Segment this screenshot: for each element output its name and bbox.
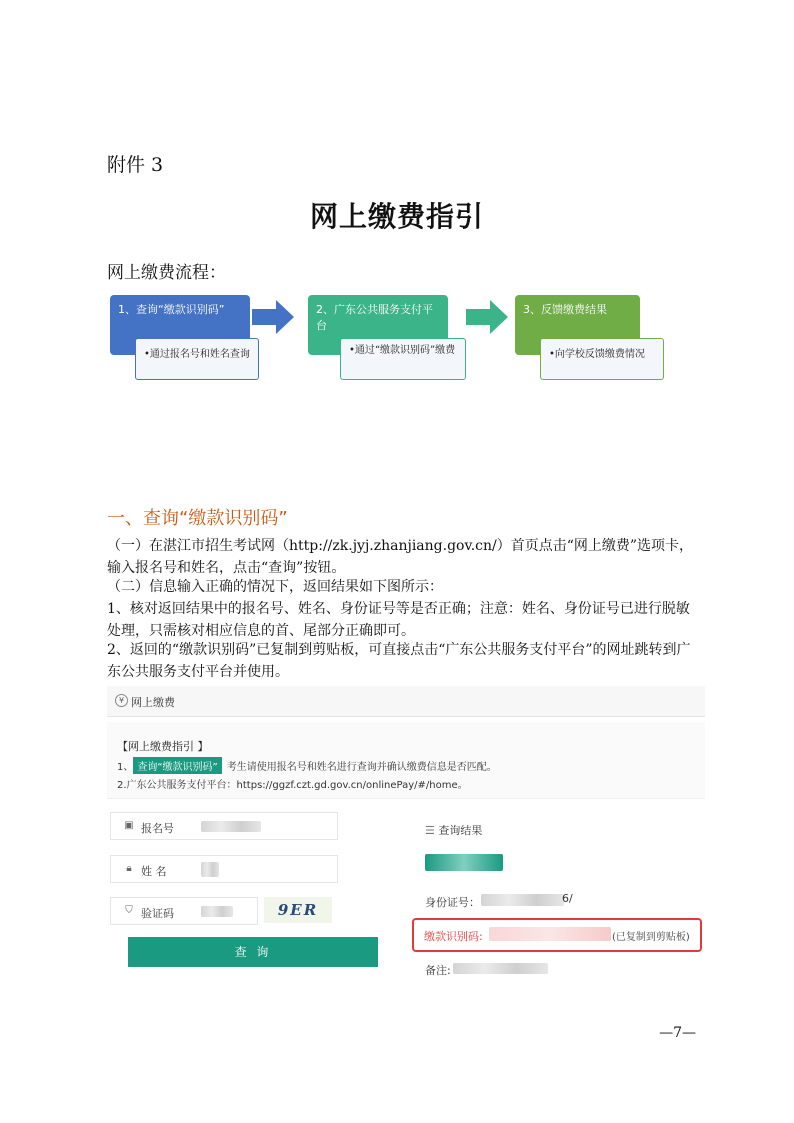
attachment-label: 附件 3: [107, 154, 164, 176]
guide-box: [107, 722, 705, 799]
blurred-id-number: [481, 894, 564, 906]
shield-icon: ⛉: [125, 905, 133, 916]
field-label: 验证码: [141, 907, 174, 920]
flow-note-query: •通过报名号和姓名查询: [135, 338, 259, 380]
blurred-value: [201, 862, 219, 877]
page-title: 网上缴费指引: [309, 200, 484, 233]
blurred-payment-code: [489, 927, 611, 941]
paragraph: （一）在湛江市招生考试网（http://zk.jyj.zhanjiang.gov.cn/）首页点击“网上缴费”选项卡，输入报名号和姓名，点击“查询”按钮。: [107, 538, 694, 576]
flow-heading: 网上缴费流程：: [107, 263, 226, 283]
flow-note-feedback: •向学校反馈缴费情况: [540, 338, 664, 380]
captcha-image[interactable]: 9ER: [264, 897, 332, 923]
field-label: 姓 名: [141, 865, 167, 878]
guide-text: 考生请使用报名号和姓名进行查询并确认缴费信息是否匹配。: [226, 762, 497, 773]
query-button[interactable]: 查 询: [128, 937, 378, 967]
arrow-right-icon: [252, 300, 294, 334]
name-field[interactable]: [110, 855, 338, 883]
captcha-field[interactable]: [110, 897, 258, 925]
panel-header: [107, 686, 705, 717]
paragraph: （二）信息输入正确的情况下，返回结果如下图所示：: [107, 579, 443, 595]
flow-step-query: 1、查询“缴款识别码”: [110, 295, 250, 355]
section-heading: 一、查询“缴款识别码”: [107, 508, 288, 529]
guide-prefix: 1、: [117, 762, 134, 773]
payment-code-box: [412, 918, 702, 952]
blurred-value: [201, 906, 233, 917]
flow-note-platform: •通过“缴款识别码”缴费: [340, 338, 466, 380]
guide-line: [117, 757, 497, 774]
flow-step-feedback: 3、反馈缴费结果: [515, 295, 640, 355]
copied-note: (已复制到剪贴板): [612, 932, 690, 943]
lock-icon: 🔒︎: [126, 863, 132, 874]
yen-circle-icon: ¥: [115, 694, 128, 707]
flow-step-platform: 2、广东公共服务支付平台: [308, 295, 448, 355]
id-number-label: 身份证号：: [425, 896, 480, 909]
payment-code-label: 缴款识别码:: [424, 930, 483, 943]
blurred-remark: [453, 963, 548, 974]
remark-label: 备注:: [425, 964, 451, 977]
blurred-result-name: [425, 854, 503, 871]
registration-number-field[interactable]: [110, 812, 338, 840]
arrow-right-icon: [466, 300, 508, 334]
guide-link-line[interactable]: 2.广东公共服务支付平台：https://ggzf.czt.gd.gov.cn/onlinePay/#/home。: [117, 780, 468, 791]
page-number: —7—: [659, 1025, 696, 1041]
id-card-icon: ▣: [124, 820, 134, 831]
id-number-suffix: 6/: [562, 892, 573, 905]
wifi-icon: ☰: [425, 824, 439, 837]
paragraph: 1、核对返回结果中的报名号、姓名、身份证号等是否正确；注意：姓名、身份证号已进行脱敏处理，只需核对相应信息的首、尾部分正确即可。: [107, 601, 690, 639]
panel-title: 网上缴费: [131, 696, 175, 709]
field-label: 报名号: [141, 822, 174, 835]
blurred-value: [201, 821, 261, 832]
query-code-button[interactable]: 查询“缴款识别码”: [133, 757, 221, 774]
paragraph: 2、返回的“缴款识别码”已复制到剪贴板，可直接点击“广东公共服务支付平台”的网址跳转到广东公共服务支付平台并使用。: [107, 642, 691, 680]
guide-heading: 【网上缴费指引 】: [117, 740, 209, 753]
payment-screenshot: [107, 686, 705, 986]
result-title: ☰ 查询结果: [425, 824, 483, 837]
